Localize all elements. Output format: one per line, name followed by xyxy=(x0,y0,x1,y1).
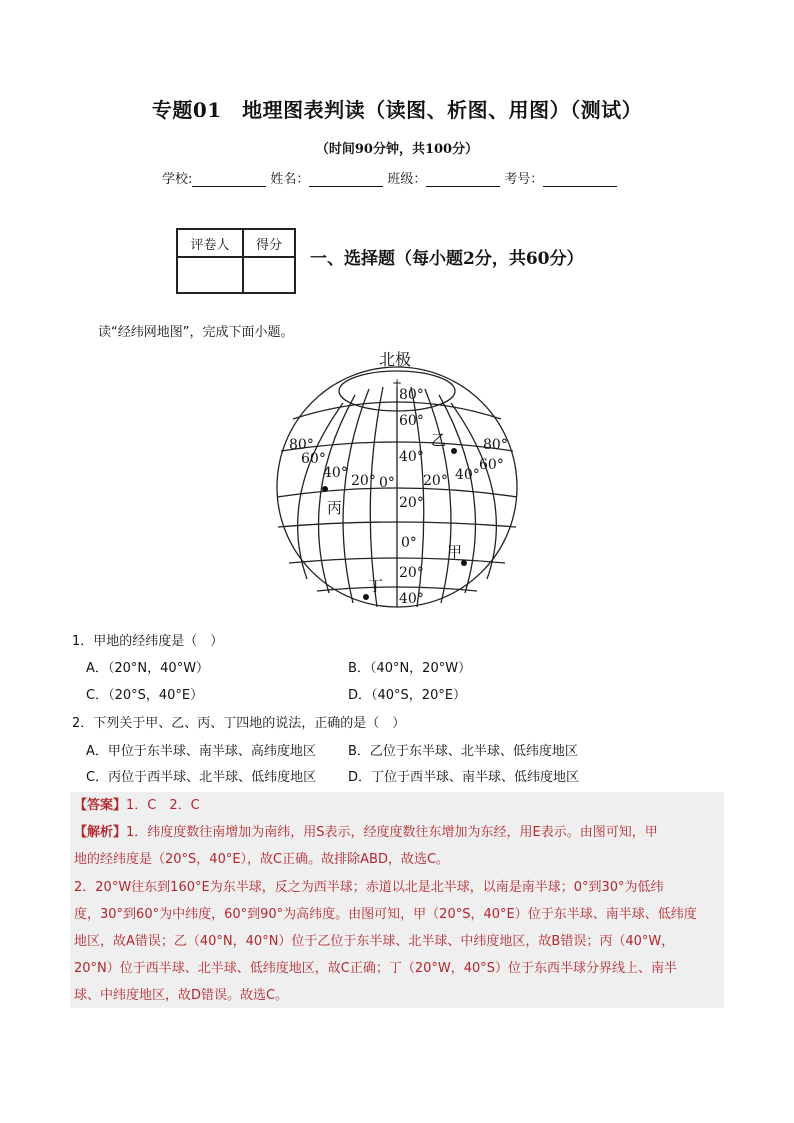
question-2-option-c[interactable]: C．丙位于西半球、北半球、低纬度地区 xyxy=(86,770,317,785)
score-cell[interactable] xyxy=(243,257,295,293)
analysis-line-5: 地区，故A错误；乙（40°N，40°N）位于乙位于东半球、北半球、中纬度地区，故B错误；丙（40°W， xyxy=(74,934,675,949)
lat-label-40n: 40° xyxy=(399,449,424,465)
class-label: 班级： xyxy=(387,172,427,187)
class-blank[interactable] xyxy=(426,172,500,187)
lon-label-20w: 20° xyxy=(351,473,376,489)
lon-label-60e: 60° xyxy=(479,457,504,473)
analysis-line-4: 度，30°到60°为中纬度，60°到90°为高纬度。由图可知，甲（20°S，40°E）位于东半球、南半球、低纬度 xyxy=(74,907,697,922)
score-table xyxy=(176,228,296,294)
point-jia-label: 甲 xyxy=(447,543,463,561)
answer-text: 1．C 2．C xyxy=(126,798,200,813)
pole-cross-icon: + xyxy=(392,376,403,390)
analysis-line-3: 2．20°W往东到160°E为东半球，反之为西半球；赤道以北是北半球，以南是南半球；0°到30°为低纬 xyxy=(74,880,664,895)
exam-number-label: 考号： xyxy=(504,172,544,187)
student-info-row xyxy=(162,168,642,187)
answer-explanation-box xyxy=(70,792,724,1008)
school-label: 学校: xyxy=(162,172,193,187)
lon-label-0: 0° xyxy=(379,475,395,491)
lat-label-80n: 80° xyxy=(399,387,424,403)
lat-label-40s: 40° xyxy=(399,591,424,607)
point-yi-marker xyxy=(451,448,457,454)
lon-label-20e: 20° xyxy=(423,473,448,489)
question-1-option-c[interactable]: C．（20°S，40°E） xyxy=(86,688,204,703)
meridian-40w xyxy=(343,389,369,603)
lon-label-60w: 60° xyxy=(301,451,326,467)
school-blank[interactable] xyxy=(192,172,266,187)
lon-label-80e: 80° xyxy=(483,437,508,453)
meridian-20w xyxy=(370,387,383,607)
exam-number-blank[interactable] xyxy=(543,172,617,187)
section-heading: 一、选择题（每小题2分，共60分） xyxy=(310,249,584,269)
graticule-globe-map xyxy=(265,345,529,615)
grader-header: 评卷人 xyxy=(177,229,243,257)
point-bing-marker xyxy=(322,486,328,492)
analysis-text-1: 1．纬度度数往南增加为南纬，用S表示，经度度数往东增加为东经，用E表示。由图可知，甲 xyxy=(126,825,658,840)
score-header: 得分 xyxy=(243,229,295,257)
lat-label-20n: 20° xyxy=(399,495,424,511)
question-2-option-a[interactable]: A．甲位于东半球、南半球、高纬度地区 xyxy=(86,744,316,759)
answer-tag: 【答案】 xyxy=(74,798,127,813)
question-2-stem: 2．下列关于甲、乙、丙、丁四地的说法，正确的是（ ） xyxy=(72,716,406,731)
meridian-40e xyxy=(425,389,451,603)
question-2-option-b[interactable]: B．乙位于东半球、北半球、低纬度地区 xyxy=(348,744,578,759)
lon-label-40w: 40° xyxy=(323,465,348,481)
point-ding-label: 丁 xyxy=(368,577,384,595)
question-intro: 读“经纬网地图”，完成下面小题。 xyxy=(98,325,294,340)
lon-label-40e: 40° xyxy=(455,467,480,483)
question-1-option-a[interactable]: A．（20°N，40°W） xyxy=(86,661,210,676)
question-1-option-d[interactable]: D．（40°S，20°E） xyxy=(348,688,467,703)
question-2-option-d[interactable]: D．丁位于西半球、南半球、低纬度地区 xyxy=(348,770,580,785)
grader-cell[interactable] xyxy=(177,257,243,293)
analysis-line-7: 球、中纬度地区，故D错误。故选C。 xyxy=(74,988,289,1003)
analysis-line-6: 20°N）位于西半球、北半球、低纬度地区，故C正确；丁（20°W，40°S）位于东西半球分界线上、南半 xyxy=(74,961,678,976)
answer-line xyxy=(74,794,200,813)
lon-label-80w: 80° xyxy=(289,437,314,453)
analysis-line-2: 地的经纬度是（20°S，40°E），故C正确。故排除ABD，故选C。 xyxy=(74,852,450,867)
exam-duration: （时间90分钟，共100分） xyxy=(315,142,479,157)
point-bing-label: 丙 xyxy=(327,499,343,517)
name-blank[interactable] xyxy=(309,172,383,187)
lat-label-20s: 20° xyxy=(399,565,424,581)
name-label: 姓名： xyxy=(270,172,310,187)
point-yi-label: 乙 xyxy=(431,431,447,449)
analysis-line-1 xyxy=(74,821,658,840)
question-1-option-b[interactable]: B．（40°N，20°W） xyxy=(348,661,472,676)
analysis-tag: 【解析】 xyxy=(74,825,127,840)
north-pole-label: 北极 xyxy=(379,350,412,369)
lat-label-60n: 60° xyxy=(399,413,424,429)
meridian-60e xyxy=(439,395,475,593)
page-title: 专题01 地理图表判读（读图、析图、用图）（测试） xyxy=(151,98,643,122)
meridian-60w xyxy=(319,395,355,593)
lat-label-equator: 0° xyxy=(401,535,417,551)
question-1-stem: 1．甲地的经纬度是（ ） xyxy=(72,634,224,649)
